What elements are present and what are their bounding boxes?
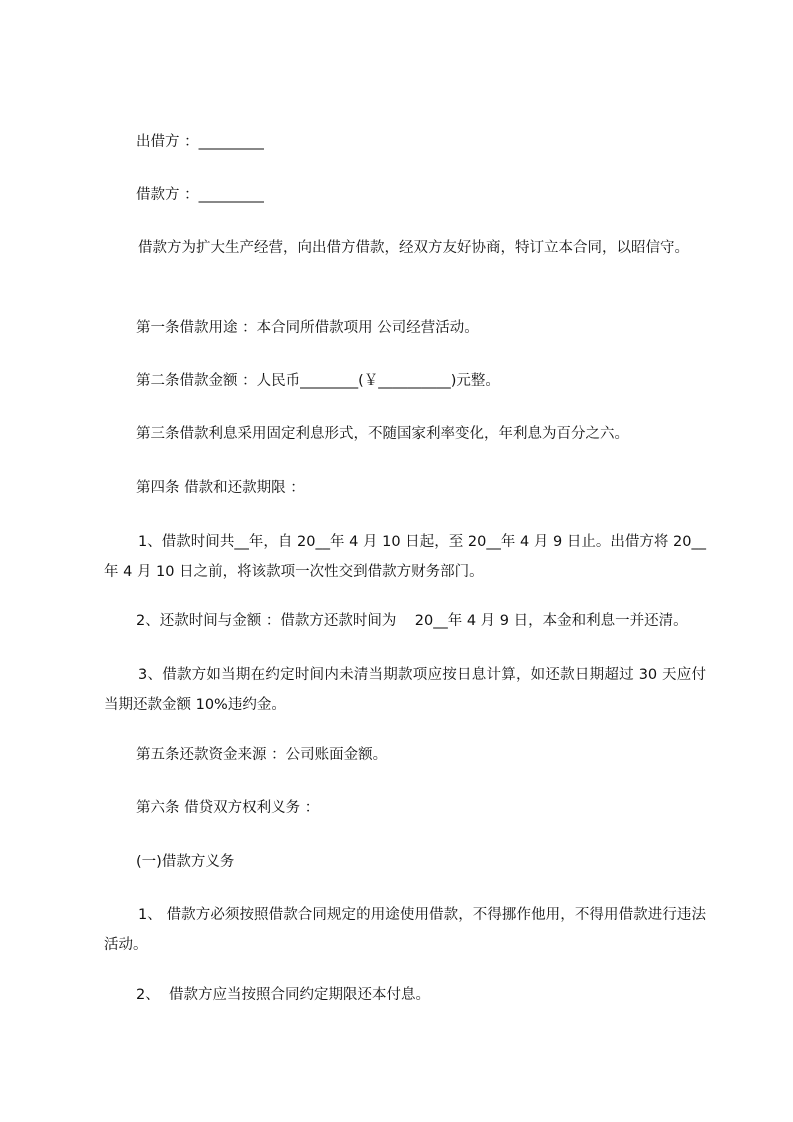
lender-line: 出借方 ：_________ (136, 134, 264, 150)
borrower-line: 借款方 ：_________ (136, 187, 264, 203)
article-5: 第五条还款资金来源 ：公司账面金额。 (136, 747, 388, 763)
article-4-item-3-text: 3、借款方如当期在约定时间内未清当期款项应按日息计算，如还款日期超过 30 天应付当期还款金额 10%违约金。 (104, 667, 706, 713)
section-borrower-obligations: (一)借款方义务 (136, 854, 235, 870)
preamble-paragraph (104, 233, 706, 263)
article-4-item-2: 2、还款时间与金额 ：借款方还款时间为 20__年 4 月 9 日，本金和利息一并还清。 (136, 613, 688, 629)
article-4-item-1 (104, 527, 706, 587)
article-1: 第一条借款用途 ：本合同所借款项用 公司经营活动。 (136, 320, 479, 336)
article-4-item-3 (104, 660, 706, 720)
article-4-item-1-text: 1、借款时间共__年，自 20__年 4 月 10 日起，至 20__年 4 月 9 日止。出借方将 20__年 4 月 10 日之前，将该款项一次性交到借款方财务部门。 (104, 534, 706, 580)
preamble-text: 借款方为扩大生产经营，向出借方借款，经双方友好协商，特订立本合同，以昭信守。 (138, 240, 689, 256)
article-6: 第六条 借贷双方权利义务 ： (136, 800, 320, 816)
article-3: 第三条借款利息采用固定利息形式，不随国家利率变化，年利息为百分之六。 (136, 426, 629, 442)
obligation-1-text: 1、 借款方必须按照借款合同规定的用途使用借款，不得挪作他用，不得用借款进行违法活动。 (104, 907, 706, 953)
article-2: 第二条借款金额 ：人民币________(￥__________)元整。 (136, 373, 500, 389)
obligation-2: 2、 借款方应当按照合同约定期限还本付息。 (136, 987, 430, 1003)
obligation-1 (104, 900, 706, 960)
article-4: 第四条 借款和还款期限 ： (136, 480, 305, 496)
